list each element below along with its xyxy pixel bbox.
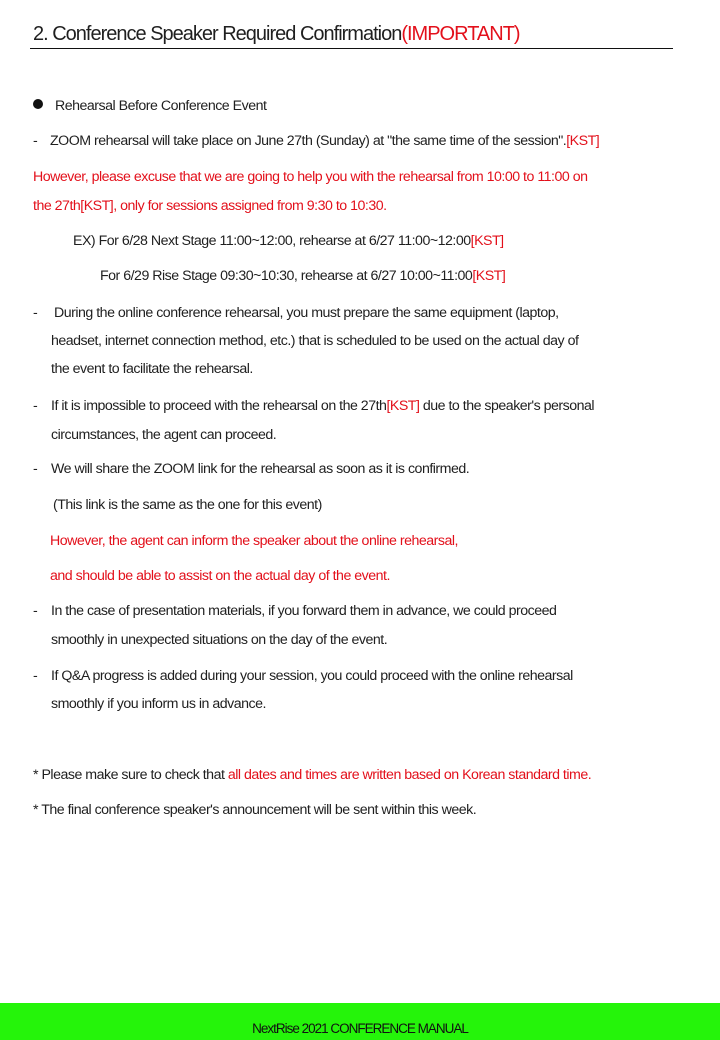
however-line-2: the 27th[KST], only for sessions assigned from 9:30 to 10:30. <box>33 198 387 214</box>
zoom-rehearsal-text: ZOOM rehearsal will take place on June 27th (Sunday) at "the same time of the session". <box>50 133 567 149</box>
kst-tag: [KST] <box>386 398 420 414</box>
impossible-line-2: circumstances, the agent can proceed. <box>51 427 277 443</box>
qa-line-1: If Q&A progress is added during your session, you could proceed with the online rehearsal <box>51 668 573 684</box>
check-note-highlight: all dates and times are written based on Korean standard time. <box>227 767 592 783</box>
kst-tag: [KST] <box>470 233 504 249</box>
bullet-title: Rehearsal Before Conference Event <box>55 98 267 114</box>
kst-tag: [KST] <box>472 268 506 284</box>
dash-icon: - <box>33 133 38 149</box>
share-link-line: We will share the ZOOM link for the rehearsal as soon as it is confirmed. <box>51 461 470 477</box>
footer-title: NextRise 2021 CONFERENCE MANUAL <box>252 1021 468 1036</box>
final-announcement-note: * The final conference speaker's announcement will be sent within this week. <box>33 802 477 818</box>
bullet-dot-icon <box>33 99 43 109</box>
qa-line-2: smoothly if you inform us in advance. <box>51 696 266 712</box>
dash-icon: - <box>33 603 38 619</box>
agent-line-2: and should be able to assist on the actual day of the event. <box>50 568 390 584</box>
check-note <box>33 765 591 785</box>
example-line-2 <box>100 266 505 286</box>
heading-underline <box>30 48 673 49</box>
equipment-line-2: headset, internet connection method, etc.) that is scheduled to be used on the actual day of <box>51 333 579 349</box>
section-heading <box>33 20 673 48</box>
impossible-line-1 <box>51 396 594 416</box>
materials-line-2: smoothly in unexpected situations on the day of the event. <box>51 632 388 648</box>
zoom-rehearsal-line <box>50 131 599 151</box>
impossible-text-b: due to the speaker's personal <box>422 398 595 414</box>
dash-icon: - <box>33 668 38 684</box>
kst-tag: [KST] <box>566 133 600 149</box>
impossible-text-a: If it is impossible to proceed with the rehearsal on the 27th <box>51 398 387 414</box>
equipment-line-3: the event to facilitate the rehearsal. <box>51 361 253 377</box>
dash-icon: - <box>33 305 38 321</box>
section-heading-title: 2. Conference Speaker Required Confirmation <box>33 23 402 45</box>
dash-icon: - <box>33 461 38 477</box>
example-1-text: EX) For 6/28 Next Stage 11:00~12:00, rehearse at 6/27 11:00~12:00 <box>73 233 471 249</box>
example-line-1 <box>73 231 504 251</box>
agent-line-1: However, the agent can inform the speaker about the online rehearsal, <box>50 533 458 549</box>
materials-line-1: In the case of presentation materials, if you forward them in advance, we could proceed <box>51 603 557 619</box>
equipment-line-1: During the online conference rehearsal, you must prepare the same equipment (laptop, <box>54 305 559 321</box>
check-note-text: * Please make sure to check that <box>33 767 225 783</box>
link-same-line: (This link is the same as the one for this event) <box>53 497 322 513</box>
example-2-text: For 6/29 Rise Stage 09:30~10:30, rehearse at 6/27 10:00~11:00 <box>100 268 473 284</box>
important-flag: (IMPORTANT) <box>401 23 520 45</box>
however-line-1: However, please excuse that we are going to help you with the rehearsal from 10:00 to 11:00 on <box>33 169 588 185</box>
dash-icon: - <box>33 398 38 414</box>
